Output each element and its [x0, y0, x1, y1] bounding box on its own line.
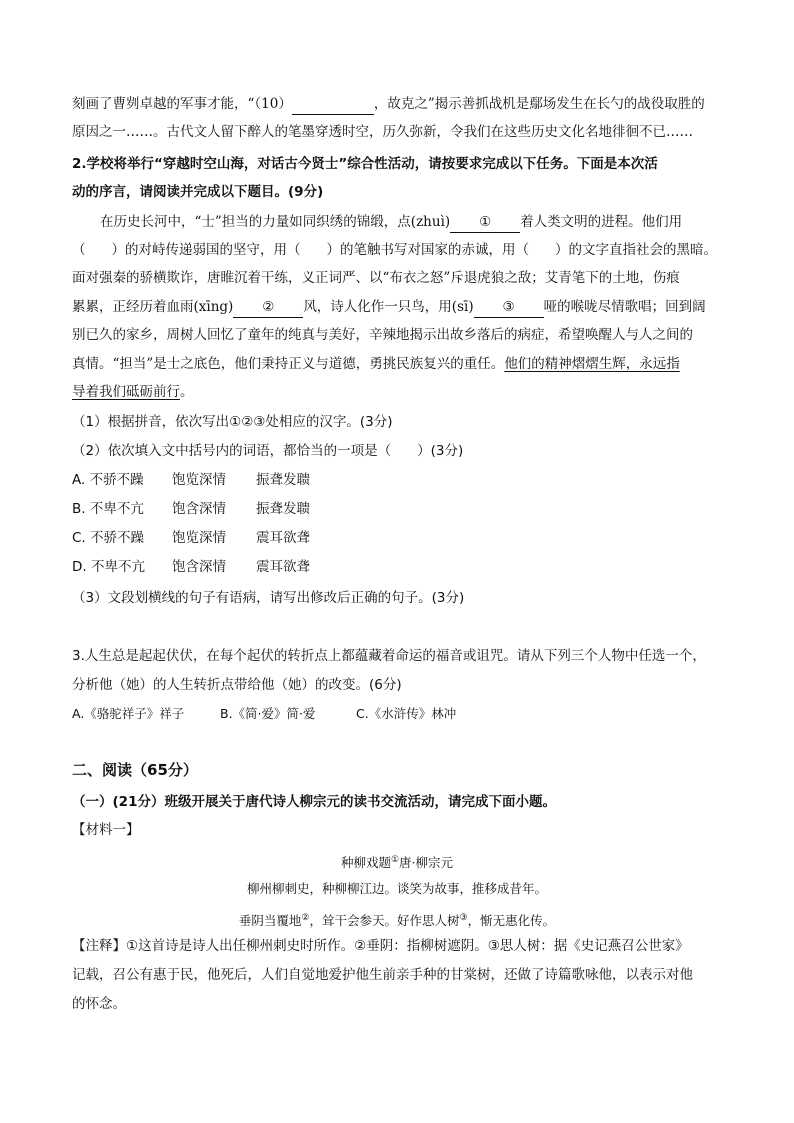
- option-a[interactable]: [72, 470, 722, 490]
- passage-text: ）的对峙传递弱国的坚守，用（: [111, 242, 301, 258]
- poem-line2: [72, 908, 722, 931]
- q3-line1: 3.人生总是起起伏伏，在每个起伏的转折点上都蕴藏着命运的福音或诅咒。请从下列三个人物中任选一个，: [72, 648, 706, 664]
- subquestion-text: ）(3分): [417, 443, 464, 459]
- option-d-word3: 震耳欲聋: [256, 559, 310, 575]
- subquestion-text: （2）依次填入文中括号内的词语，都恰当的一项是（: [72, 443, 392, 459]
- poem-text: ，惭无惠化传。: [467, 913, 556, 929]
- q2-passage-line2: [72, 240, 722, 260]
- q2-passage-line7: [72, 382, 722, 402]
- q2-subquestion-1: （1）根据拼音，依次写出①②③处相应的汉字。(3分): [72, 414, 393, 430]
- passage-text: 真情。“担当”是士之底色，他们秉持正义与道德，勇挑民族复兴的重任。: [72, 356, 505, 372]
- q3-line2: 分析他（她）的人生转折点带给他（她）的改变。(6分): [72, 677, 402, 693]
- q2-passage-line3: 面对强秦的骄横欺诈，唐睢沉着干练，义正词严、以“布衣之怒”斥退虎狼之敌；艾青笔下的土地，伤痕: [72, 270, 680, 286]
- option-a-word1: A. 不骄不躁: [72, 472, 144, 488]
- poem-line1: 柳州柳刺史，种柳柳江边。谈笑为故事，推移成昔年。: [246, 881, 547, 896]
- q2-passage-line4: [72, 297, 722, 318]
- passage-text: ）的笔触书写对国家的赤诚，用（: [326, 242, 529, 258]
- notes-line3: 的怀念。: [72, 996, 126, 1012]
- paren-blank-1[interactable]: [86, 240, 112, 260]
- q3-choices: [72, 704, 722, 724]
- poem-text: 垂阴当覆地: [238, 913, 302, 929]
- poem-author: 唐·柳宗元: [399, 855, 454, 871]
- answer-blank-10[interactable]: [292, 94, 374, 115]
- passage-text: 风，诗人化作一只鸟，用(sī): [303, 299, 474, 315]
- option-c[interactable]: [72, 528, 722, 548]
- para1-text-b: ，故克之”揭示善抓战机是鄢场发生在长勺的战役取胜的: [373, 96, 705, 112]
- q3-choice-c[interactable]: C.《水浒传》林冲: [356, 706, 457, 721]
- material1-label: 【材料一】: [72, 822, 140, 838]
- q2-subquestion-2: [72, 441, 722, 461]
- passage-text: ）的文字直指社会的黑暗。: [555, 242, 717, 258]
- section-2-title: 二、阅读（65分）: [72, 761, 198, 779]
- para1-line2: 原因之一……。古代文人留下醉人的笔墨穿透时空，历久弥新，令我们在这些历史文化名地徘徊不已……: [72, 124, 693, 140]
- answer-blank-3[interactable]: ③: [474, 297, 544, 318]
- q3-choice-b[interactable]: B.《简·爱》简·爱: [220, 706, 316, 721]
- option-a-word3: 振聋发聩: [256, 472, 310, 488]
- notes-line2: 记载，召公有惠于民，他死后，人们自觉地爱护他生前亲手种的甘棠树，还做了诗篇歌咏他，以表示对他: [72, 967, 693, 983]
- answer-blank-2[interactable]: ②: [233, 297, 303, 318]
- option-b-word1: B. 不卑不亢: [72, 501, 144, 517]
- option-d[interactable]: [72, 557, 722, 577]
- paren-open: （: [72, 242, 86, 258]
- q2-passage-line6: [72, 354, 722, 374]
- q2-passage-line1: [100, 212, 722, 233]
- passage-text: 。: [180, 384, 194, 400]
- poem-title-note-mark: ①: [390, 855, 400, 865]
- poem-text: ，耸干会参天。好作思人树: [309, 913, 460, 929]
- answer-choice-paren[interactable]: [391, 441, 417, 461]
- poem-title-line: [72, 850, 722, 873]
- q2-title-line1: 2.学校将举行“穿越时空山海，对话古今贤士”综合性活动，请按要求完成以下任务。下面是本次活: [72, 156, 658, 172]
- option-d-word2: 饱含深情: [172, 559, 226, 575]
- q2-subquestion-3: （3）文段划横线的句子有语病，请写出修改后正确的句子。(3分): [72, 590, 465, 606]
- passage-text: 着人类文明的进程。他们用: [520, 214, 683, 230]
- underlined-sentence-part1: 他们的精神熠熠生辉，永远指: [504, 356, 680, 372]
- underlined-sentence-part2: 导着我们砥砺前行: [72, 384, 180, 400]
- passage-text: 哑的喉咙尽情歌唱；回到阔: [543, 299, 706, 315]
- option-c-word1: C. 不骄不躁: [72, 530, 145, 546]
- q3-choice-a[interactable]: A.《骆驼祥子》祥子: [72, 706, 185, 721]
- note-mark-3: ③: [459, 913, 468, 923]
- passage-text: 累累，正经历着血雨(xīng): [72, 299, 234, 315]
- option-c-word3: 震耳欲聋: [256, 530, 310, 546]
- option-b-word2: 饱含深情: [172, 501, 226, 517]
- option-c-word2: 饱览深情: [172, 530, 226, 546]
- answer-blank-1[interactable]: ①: [450, 212, 520, 233]
- passage-text: 在历史长河中，“士”担当的力量如同织绣的锦缎，点(zhuì): [100, 214, 451, 230]
- reading-part1-title: （一）(21分）班级开展关于唐代诗人柳宗元的读书交流活动，请完成下面小题。: [72, 794, 556, 810]
- paren-blank-2[interactable]: [301, 240, 327, 260]
- para1-line1: [72, 94, 722, 115]
- option-d-word1: D. 不卑不亢: [72, 559, 145, 575]
- poem-title: 种柳戏题: [340, 855, 391, 871]
- paren-blank-3[interactable]: [529, 240, 555, 260]
- notes-line1: 【注释】①这首诗是诗人出任柳州刺史时所作。②垂阴：指柳树遮阴。③思人树：据《史记燕召公世家》: [72, 938, 689, 954]
- q2-passage-line5: 别已久的家乡，周树人回忆了童年的纯真与美好，辛辣地揭示出故乡落后的病症，希望唤醒人与人之间的: [72, 327, 693, 343]
- option-b[interactable]: [72, 499, 722, 519]
- option-a-word2: 饱览深情: [172, 472, 226, 488]
- note-mark-2: ②: [301, 913, 310, 923]
- q2-title-line2: 动的序言，请阅读并完成以下题目。(9分): [72, 184, 324, 200]
- option-b-word3: 振聋发聩: [256, 501, 310, 517]
- para1-text-a: 刻画了曹刿卓越的军事才能，“（10）: [72, 96, 292, 112]
